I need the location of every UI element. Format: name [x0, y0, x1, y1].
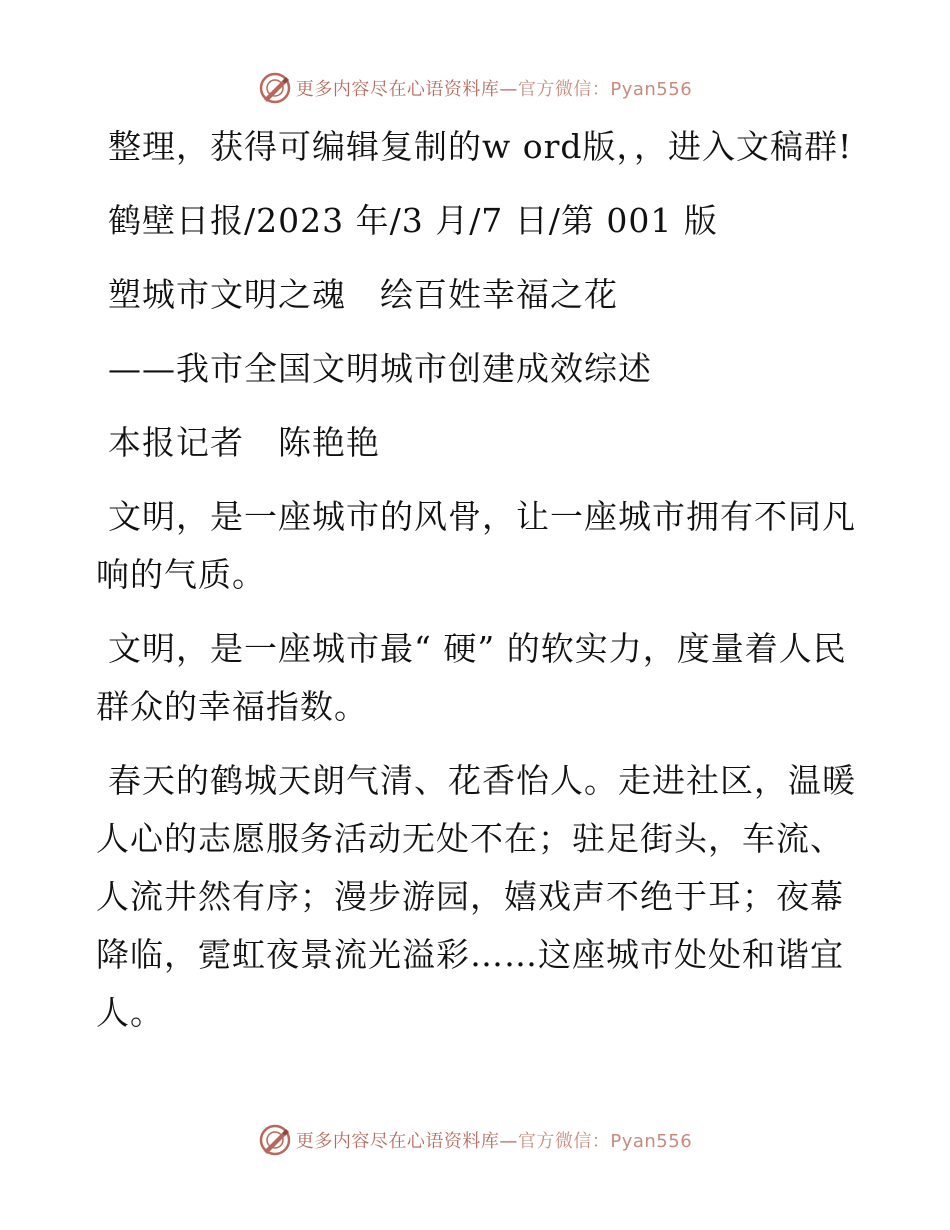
- watermark-logo-icon: [258, 1123, 292, 1157]
- watermark-wechat: 官方微信：Pyan556: [517, 1131, 693, 1152]
- watermark-wechat: 官方微信：Pyan556: [517, 79, 693, 100]
- intro-note: 整理，获得可编辑复制的w ord版，，进入文稿群!: [108, 127, 853, 166]
- body-paragraph: 文明，是一座城市最“ 硬” 的软实力，度量着人民群众的幸福指数。: [96, 629, 847, 726]
- article-subtitle: ——我市全国文明城市创建成效综述: [108, 349, 652, 388]
- header-watermark: [0, 68, 950, 108]
- footer-watermark: [0, 1120, 950, 1160]
- body-paragraph: 春天的鹤城天朗气清、花香怡人。走进社区，温暖人心的志愿服务活动无处不在；驻足街头，车流、人流井然有序；漫步游园，嬉戏声不绝于耳；夜幕降临，霓虹夜景流光溢彩……这座城市处处和谐宜人。: [96, 761, 856, 1032]
- body-paragraph: 文明，是一座城市的风骨，让一座城市拥有不同凡响的气质。: [96, 497, 856, 594]
- watermark-text: 更多内容尽在心语资料库—: [295, 79, 518, 100]
- byline: 本报记者 陈艳艳: [108, 423, 380, 462]
- source-line: 鹤壁日报/2023 年/3 月/7 日/第 001 版: [108, 201, 718, 240]
- document-body: [96, 118, 856, 1058]
- watermark-text: 更多内容尽在心语资料库—: [295, 1131, 518, 1152]
- watermark-logo-icon: [258, 71, 292, 105]
- article-title: 塑城市文明之魂 绘百姓幸福之花: [108, 275, 618, 314]
